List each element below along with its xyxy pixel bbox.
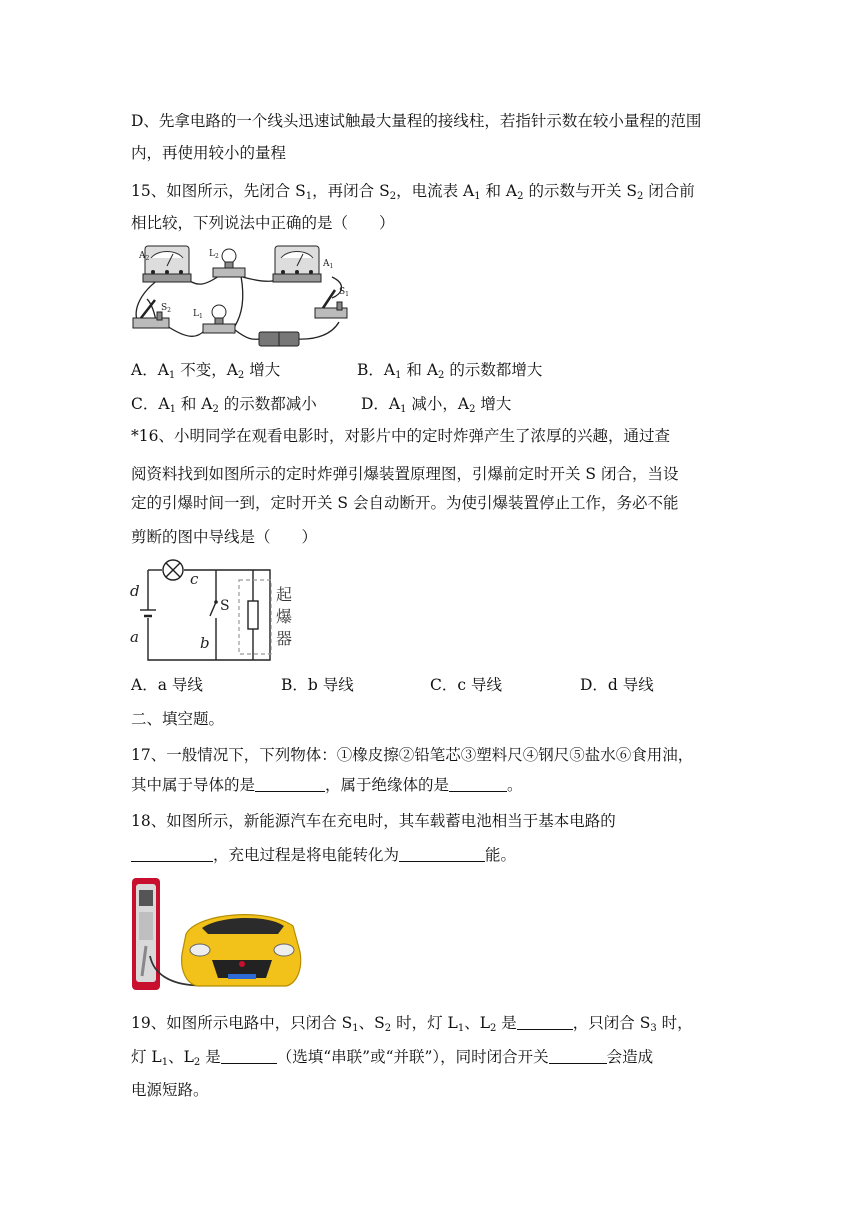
q17-stem-line1: 17、一般情况下，下列物体：①橡皮擦②铅笔芯③塑料尺④钢尺⑤盐水⑥食用油， — [131, 746, 694, 764]
ammeter-a2-icon — [143, 246, 191, 282]
q15-circuit-figure — [127, 244, 357, 354]
svg-text:a: a — [130, 628, 139, 646]
q16-stem-line2: 阅资料找到如图所示的定时炸弹引爆装置原理图，引爆前定时开关 S 闭合，当设 — [131, 465, 679, 483]
svg-text:d: d — [130, 582, 140, 600]
svg-text:A2: $A_2$ — [139, 251, 150, 262]
battery-icon — [259, 332, 299, 346]
q19-stem-line1: 19、如图所示电路中，只闭合 $S_1$、$S_2$ 时，灯 $L_1$、$L_2$ 是 ，只闭合 $S_3$ 时， — [131, 1014, 693, 1034]
q15-stem-line1: 15、如图所示，先闭合 $S_1$，再闭合 $S_2$，电流表 $A_1$ 和 $A_2$ 的示数与开关 $S_2$ 闭合前 — [131, 182, 695, 202]
svg-text:c: c — [190, 570, 199, 588]
q15-option-c[interactable]: C．$A_1$ 和 $A_2$ 的示数都减小 — [131, 395, 317, 415]
q16-option-d[interactable]: D．d 导线 — [580, 676, 654, 694]
q17-stem-line2: 其中属于导体的是 ，属于绝缘体的是 。 — [131, 776, 523, 794]
q18-blank-component[interactable] — [131, 846, 213, 862]
svg-text:S2: $S_2$ — [161, 303, 171, 314]
ammeter-a1-icon — [273, 246, 321, 282]
svg-text:L1: $L_1$ — [193, 309, 203, 320]
svg-text:爆: 爆 — [276, 607, 293, 626]
q18-stem-line1: 18、如图所示，新能源汽车在充电时，其车载蓄电池相当于基本电路的 — [131, 812, 616, 830]
q15-option-d[interactable]: D．$A_1$ 减小，$A_2$ 增大 — [361, 395, 512, 415]
battery-cell-icon — [140, 610, 156, 618]
charging-station-icon — [132, 878, 160, 990]
svg-text:S1: $S_1$ — [339, 287, 349, 298]
q16-option-b[interactable]: B．b 导线 — [281, 676, 354, 694]
q16-circuit-schematic — [128, 556, 308, 666]
lamp-icon — [163, 560, 183, 580]
svg-text:起: 起 — [276, 585, 293, 604]
q15-stem-line2: 相比较，下列说法中正确的是（ ） — [131, 214, 395, 232]
q17-blank-insulators[interactable] — [449, 776, 507, 792]
q18-stem-line2: ，充电过程是将电能转化为 能。 — [131, 845, 516, 865]
sports-car-icon — [182, 915, 301, 986]
q14-option-d-line2: 内，再使用较小的量程 — [131, 144, 287, 162]
q14-option-d-line1: D、先拿电路的一个线头迅速试触最大量程的接线柱，若指针示数在较小量程的范围 — [131, 112, 702, 130]
q15-option-b[interactable]: B．$A_1$ 和 $A_2$ 的示数都增大 — [357, 361, 543, 381]
q17-blank-conductors[interactable] — [255, 776, 325, 792]
bulb-l1-icon — [203, 305, 235, 333]
q16-stem-line4: 剪断的图中导线是（ ） — [131, 528, 318, 546]
svg-text:L2: $L_2$ — [209, 249, 219, 260]
q19-stem-line2: 灯 $L_1$、$L_2$ 是 （选填“串联”或“并联”），同时闭合开关 会造成 — [131, 1048, 654, 1068]
q16-stem-line3: 定的引爆时间一到，定时开关 S 会自动断开。为使引爆装置停止工作，务必不能 — [131, 494, 679, 512]
q19-stem-line3: 电源短路。 — [131, 1081, 209, 1099]
q15-option-a[interactable]: A．$A_1$ 不变，$A_2$ 增大 — [131, 361, 281, 381]
svg-text:器: 器 — [276, 629, 293, 648]
q16-option-a[interactable]: A．a 导线 — [131, 676, 203, 694]
svg-text:S: S — [220, 598, 230, 614]
svg-text:A1: $A_1$ — [323, 259, 334, 270]
q18-blank-energy[interactable] — [399, 846, 485, 862]
q19-blank-3[interactable] — [549, 1048, 607, 1064]
section-title-fill-in: 二、填空题。 — [131, 710, 225, 728]
q16-option-c[interactable]: C．c 导线 — [430, 676, 502, 694]
q18-charging-car-figure — [128, 876, 308, 996]
svg-text:b: b — [200, 634, 210, 652]
q19-blank-1[interactable] — [517, 1014, 573, 1030]
q16-stem-line1: *16、小明同学在观看电影时，对影片中的定时炸弹产生了浓厚的兴趣，通过查 — [131, 427, 670, 445]
q19-blank-2[interactable] — [221, 1048, 277, 1064]
